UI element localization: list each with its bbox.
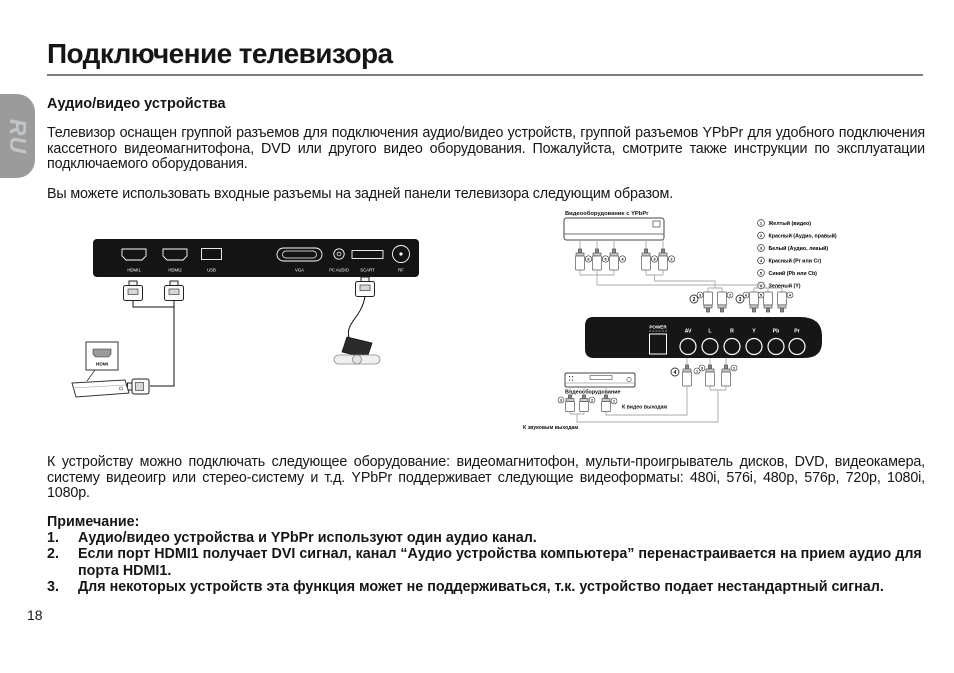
vga-port-label: VGA: [294, 267, 305, 273]
intro-paragraph-1: Телевизор оснащен группой разъемов для подключения аудио/видео устройств, группой разъемов YPbPr для удобного подключения кассетного видеомагнитофона, DVD или другого видео оборудования. Пожалуйста, смотрите также инструкции по эксплуатации подключаемого оборудования.: [47, 125, 925, 173]
svg-text:3: 3: [559, 398, 563, 403]
scart-adapter: [334, 337, 380, 364]
jack-label-pr: Pr: [794, 328, 800, 335]
jack-label-pb: Pb: [772, 328, 780, 335]
av-source-device-label: Видеооборудование: [565, 389, 621, 396]
hdmi2-port-label: HDMI2: [168, 267, 182, 273]
svg-text:3: 3: [738, 296, 742, 303]
note-number: 3.: [47, 578, 59, 595]
intro-paragraph-2: Вы можете использовать входные разъемы на задней панели телевизора следующим образом.: [47, 186, 674, 202]
svg-text:2: 2: [670, 256, 673, 262]
pc-audio-port-label: PC AUDIO: [329, 267, 349, 273]
note-number: 1.: [47, 530, 59, 547]
jack-label-y: Y: [752, 328, 756, 335]
hdmi-connector-icon: [93, 349, 111, 357]
hdmi-callout-label: HDMI: [95, 362, 109, 368]
av-source-device: [565, 373, 635, 387]
legend-item: Зеленый (Y): [768, 283, 801, 290]
svg-text:4: 4: [759, 258, 763, 264]
hdmi-cables: [133, 301, 174, 387]
jack-label-l: L: [708, 328, 712, 335]
svg-text:4: 4: [621, 256, 624, 262]
legend-item: Белый (Аудио, левый): [768, 246, 829, 252]
svg-text:2: 2: [759, 233, 763, 239]
language-tab: [0, 94, 35, 178]
svg-text:2: 2: [728, 293, 732, 298]
svg-text:1: 1: [759, 220, 763, 226]
svg-text:6: 6: [587, 256, 590, 262]
tv-rear-panel: [93, 239, 419, 277]
note-item: [47, 579, 927, 595]
note-text: Аудио/видео устройства и YPbPr используют один аудио канал.: [78, 530, 537, 547]
hdmi-source-device: [72, 380, 129, 397]
svg-text:6: 6: [744, 293, 748, 298]
body-paragraph: К устройству можно подключать следующее оборудование: видеомагнитофон, мульти-проигрыватель дисков, DVD, видеокамера, систему видеоигр или стерео-систему и т.д. YPbPr поддерживает следующие видеоформаты: 480i, 576i, 480p, 576p, 720p, 1080i, 1080p.: [47, 454, 925, 502]
hdmi-callout: [86, 342, 118, 381]
rear-panel-connection-diagram: [62, 224, 446, 444]
scart-port-label: SCART: [360, 267, 375, 273]
scart-plug: [356, 277, 375, 297]
ypbpr-source-device: [564, 218, 664, 240]
note-item: [47, 530, 927, 546]
hdmi-plug-device: [128, 379, 150, 394]
rf-port-label: RF: [398, 267, 404, 273]
source-component-plugs: [576, 249, 619, 270]
bottom-device-plugs: [566, 395, 611, 412]
source-component-plug-tags: [585, 256, 625, 262]
audio-out-label: К звуковым выходам: [523, 425, 579, 431]
svg-text:3: 3: [653, 256, 656, 262]
svg-text:5: 5: [604, 256, 607, 262]
video-out-label: К видео выходам: [622, 404, 668, 411]
note-text: Для некоторых устройств эта функция может не поддерживаться, т.к. устройство подает нестандартный сигнал.: [78, 578, 884, 595]
ypbpr-connection-diagram: [518, 202, 952, 444]
svg-text:6: 6: [759, 283, 763, 289]
hdmi-plug-1: [124, 281, 143, 301]
hdmi1-port-label: HDMI1: [127, 267, 141, 273]
color-legend: [758, 220, 837, 290]
svg-text:1: 1: [612, 399, 616, 404]
note-text: Если порт HDMI1 получает DVI сигнал, канал “Аудио устройства компьютера” перенастраивается на прием аудио для порта HDMI1.: [78, 546, 922, 579]
legend-item: Желтый (видео): [768, 221, 812, 227]
panel-bottom-stubs: [687, 358, 726, 365]
language-tab-label: RU: [5, 118, 32, 154]
legend-item: Синий (Pb или Cb): [768, 271, 817, 277]
tv-side-panel: [585, 317, 822, 358]
svg-text:2: 2: [692, 296, 696, 303]
hdmi-plug-2: [165, 281, 184, 301]
page-number: 18: [27, 607, 43, 623]
usb-port-label: USB: [207, 267, 216, 273]
page-title: Подключение телевизора: [47, 38, 393, 69]
svg-text:3: 3: [698, 293, 702, 298]
svg-text:3: 3: [759, 245, 763, 251]
power-label: POWER: [649, 324, 667, 330]
jack-label-r: R: [730, 328, 734, 335]
title-rule: [47, 74, 923, 76]
cable-rails-top: [580, 270, 782, 292]
svg-text:4: 4: [788, 293, 792, 298]
panel-bottom-plugs: [683, 365, 731, 386]
svg-text:3: 3: [700, 366, 704, 371]
legend-item: Красный (Pr или Cr): [768, 258, 822, 265]
note-number: 2.: [47, 546, 59, 563]
note-item: [47, 546, 927, 578]
notes-section: [47, 514, 927, 595]
svg-text:5: 5: [759, 293, 763, 298]
svg-text:1: 1: [695, 369, 699, 374]
jack-label-av: AV: [684, 328, 692, 335]
source-plug-stubs: [580, 240, 663, 249]
notes-heading: Примечание:: [47, 514, 140, 530]
svg-text:2: 2: [590, 398, 594, 403]
svg-text:2: 2: [732, 366, 736, 371]
scart-cable: [348, 297, 365, 339]
svg-text:4: 4: [673, 369, 677, 376]
source-device-label: Видеооборудование с YPbPr: [565, 211, 649, 217]
svg-text:5: 5: [759, 270, 763, 276]
legend-item: Красный (Аудио, правый): [768, 233, 837, 240]
section-heading: Аудио/видео устройства: [47, 96, 226, 112]
